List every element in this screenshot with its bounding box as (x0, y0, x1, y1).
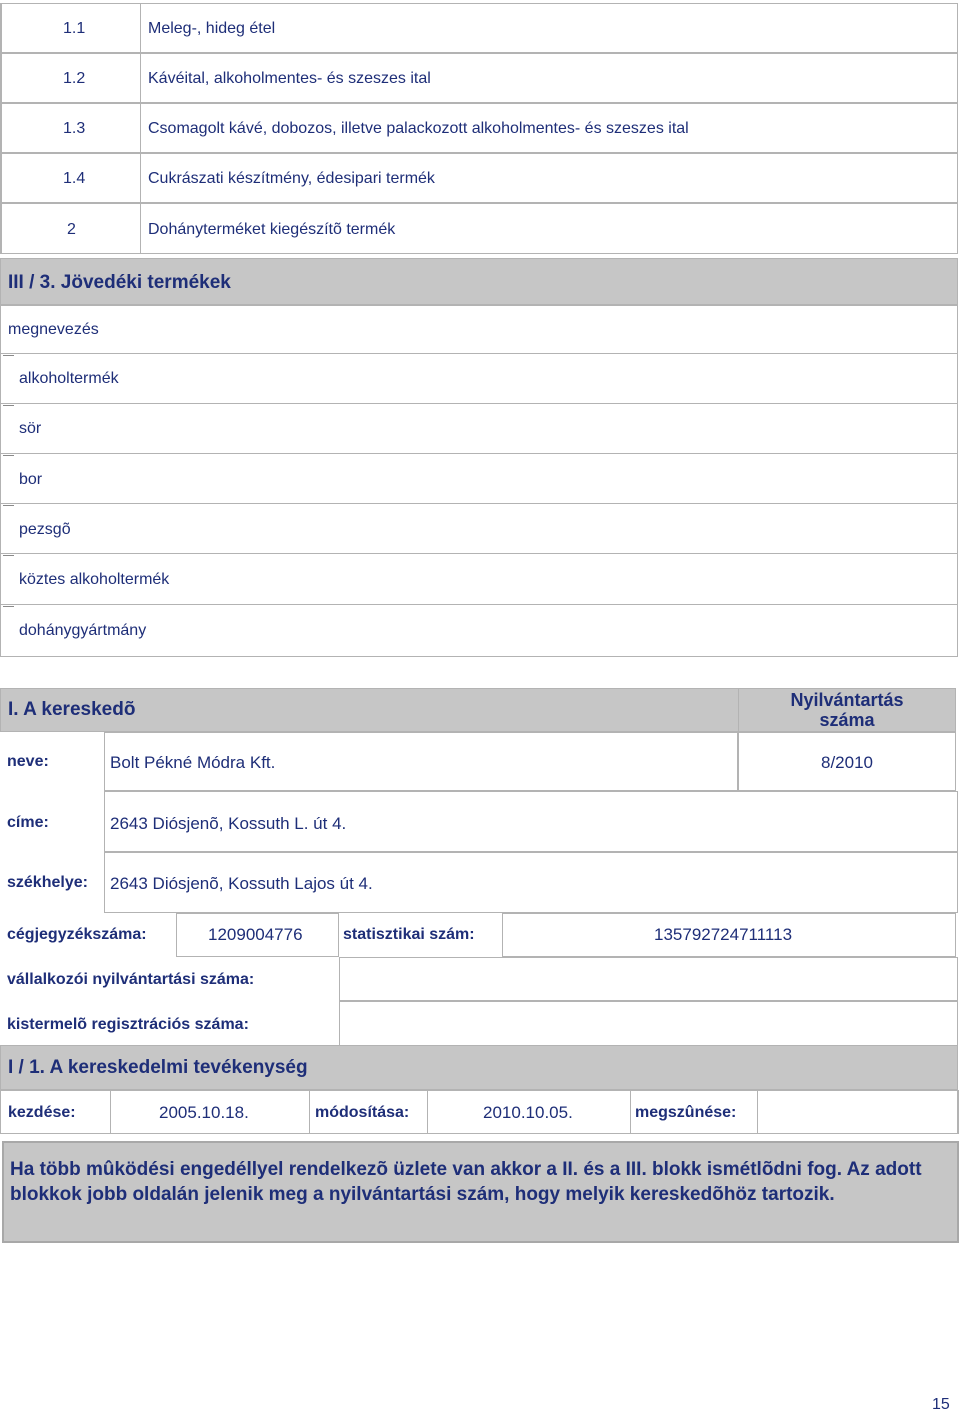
modification-date-cell (427, 1090, 631, 1134)
start-date-cell (110, 1090, 310, 1134)
section-header-excise (0, 258, 958, 305)
table-row (0, 53, 958, 103)
list-item: alkoholtermék (19, 370, 119, 387)
entrepreneur-reg-label: vállalkozói nyilvántartási száma: (7, 971, 255, 988)
table-row (0, 203, 958, 254)
seat-value: 2643 Diósjenõ, Kossuth Lajos út 4. (110, 874, 373, 893)
start-label: kezdése: (8, 1104, 76, 1121)
company-reg-cell (176, 913, 339, 957)
stat-label: statisztikai szám: (343, 926, 475, 943)
name-value-cell (104, 732, 738, 791)
section-header-activity (0, 1045, 958, 1090)
row-text: Dohányterméket kiegészítõ termék (148, 221, 396, 238)
company-reg-number: 1209004776 (208, 925, 303, 944)
row-text: Meleg-, hideg étel (148, 20, 276, 37)
row-text: Kávéital, alkoholmentes- és szeszes ital (148, 70, 431, 87)
modification-label: módosítása: (315, 1104, 410, 1121)
row-number: 1.4 (63, 170, 86, 187)
checkbox-marker (3, 405, 14, 406)
section-title: I / 1. A kereskedelmi tevékenység (8, 1057, 308, 1078)
name-label-cell (0, 732, 106, 791)
address-value: 2643 Diósjenõ, Kossuth L. út 4. (110, 814, 347, 833)
page-number: 15 (932, 1396, 950, 1413)
note-text: Ha több mûködési engedéllyel rendelkezõ üzlete van akkor a II. és a III. blokk ismétlõdni fog. Az adott blokkok jobb oldalán jelenik meg a nyilvántartási szám, hogy melyik kereskedõhöz tartozik. (10, 1159, 922, 1205)
checkbox-marker (3, 606, 14, 607)
registration-header-line1: Nyilvántartás (790, 690, 904, 710)
checkbox-marker (3, 555, 14, 556)
row-number: 1.3 (63, 120, 86, 137)
stat-number-cell (502, 913, 956, 957)
table-row (0, 153, 958, 203)
entrepreneur-reg-cell (339, 957, 958, 1001)
seat-label: székhelye: (7, 874, 88, 891)
end-label: megszûnése: (635, 1104, 737, 1121)
address-label: címe: (7, 814, 49, 831)
producer-reg-label: kistermelõ regisztrációs száma: (7, 1016, 249, 1033)
seat-value-cell (104, 852, 958, 913)
list-item: sör (19, 420, 42, 437)
registration-number: 8/2010 (821, 753, 873, 772)
row-text: Csomagolt kávé, dobozos, illetve palackozott alkoholmentes- és szeszes ital (148, 120, 689, 137)
table-row (0, 3, 958, 53)
registration-header (738, 688, 956, 732)
note-box (2, 1141, 959, 1243)
registration-number-cell (738, 732, 956, 791)
registration-header-line2: száma (819, 710, 875, 730)
list-item: pezsgõ (19, 521, 71, 538)
checkbox-marker (3, 355, 14, 356)
table-row (0, 103, 958, 153)
row-number: 1.2 (63, 70, 86, 87)
address-value-cell (104, 791, 958, 852)
row-text: Cukrászati készítmény, édesipari termék (148, 170, 435, 187)
trader-name: Bolt Pékné Módra Kft. (110, 753, 276, 772)
modification-date: 2010.10.05. (483, 1103, 573, 1122)
stat-number: 135792724711113 (654, 925, 793, 944)
checkbox-marker (3, 455, 14, 456)
list-item: köztes alkoholtermék (19, 571, 170, 588)
list-item: dohánygyártmány (19, 622, 147, 639)
list-item: bor (19, 471, 43, 488)
row-number: 1.1 (63, 20, 86, 37)
section-header-trader (0, 688, 740, 732)
row-number: 2 (67, 221, 76, 238)
excise-list (0, 305, 958, 657)
activity-dates-row (0, 1090, 958, 1134)
company-reg-label: cégjegyzékszáma: (7, 926, 147, 943)
start-date: 2005.10.18. (159, 1103, 249, 1122)
end-date-cell (757, 1090, 959, 1134)
name-label: neve: (7, 753, 49, 770)
column-header: megnevezés (8, 321, 99, 338)
section-title: I. A kereskedõ (8, 699, 136, 720)
section-title: III / 3. Jövedéki termékek (8, 272, 231, 293)
producer-reg-cell (339, 1001, 958, 1046)
checkbox-marker (3, 505, 14, 506)
